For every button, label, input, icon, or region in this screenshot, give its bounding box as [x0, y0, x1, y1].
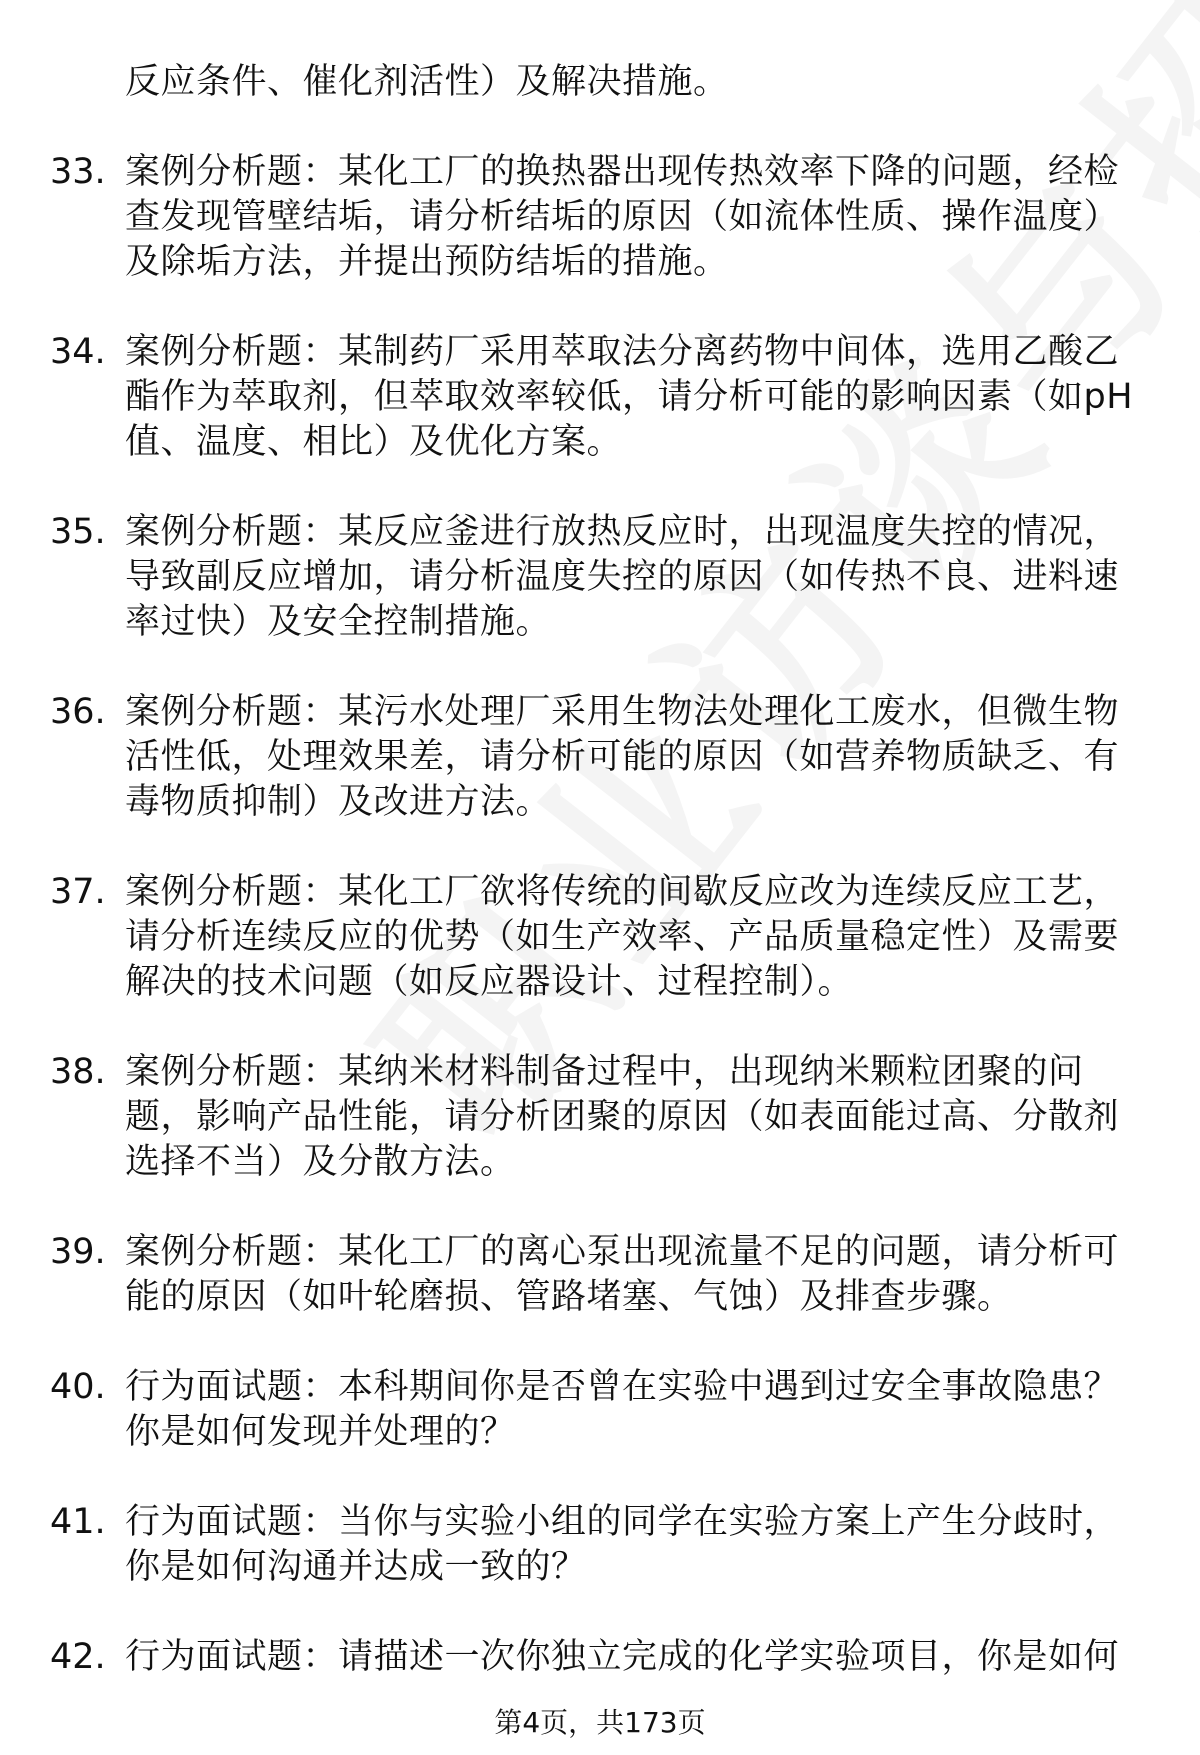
- question-line: 行为面试题：当你与实验小组的同学在实验方案上产生分歧时，: [125, 1502, 1120, 1542]
- question-number: 39.: [50, 1232, 106, 1272]
- question-text: [125, 1635, 1150, 1680]
- question-text: [125, 1500, 1150, 1590]
- question-item: [50, 1365, 1150, 1455]
- question-line: 案例分析题：某化工厂欲将传统的间歇反应改为连续反应工艺，: [125, 872, 1120, 912]
- question-line: 及除垢方法，并提出预防结垢的措施。: [125, 242, 729, 282]
- question-item: [50, 1635, 1150, 1680]
- page-footer: 第4页，共173页: [494, 1706, 706, 1739]
- question-line: 案例分析题：某污水处理厂采用生物法处理化工废水，但微生物: [125, 692, 1120, 732]
- question-item: [50, 330, 1150, 465]
- question-line: 你是如何沟通并达成一致的？: [125, 1547, 587, 1587]
- question-text: [125, 690, 1150, 825]
- question-item: [50, 1050, 1150, 1185]
- question-line: 值、温度、相比）及优化方案。: [125, 422, 623, 462]
- question-line: 酯作为萃取剂，但萃取效率较低，请分析可能的影响因素（如pH: [125, 377, 1134, 417]
- question-line: 能的原因（如叶轮磨损、管路堵塞、气蚀）及排查步骤。: [125, 1277, 1013, 1317]
- question-text: [125, 150, 1150, 285]
- question-line: 行为面试题：请描述一次你独立完成的化学实验项目，你是如何: [125, 1637, 1120, 1677]
- question-item: [50, 510, 1150, 645]
- question-item: [50, 870, 1150, 1005]
- question-item: [50, 150, 1150, 285]
- question-number: 41.: [50, 1502, 106, 1542]
- question-item: [50, 690, 1150, 825]
- question-line: 你是如何发现并处理的？: [125, 1412, 516, 1452]
- question-line: 查发现管壁结垢，请分析结垢的原因（如流体性质、操作温度）: [125, 197, 1120, 237]
- question-line: 解决的技术问题（如反应器设计、过程控制）。: [125, 962, 854, 1002]
- question-line: 题，影响产品性能，请分析团聚的原因（如表面能过高、分散剂: [125, 1097, 1120, 1137]
- question-line: 导致副反应增加，请分析温度失控的原因（如传热不良、进料速: [125, 557, 1120, 597]
- question-number: 33.: [50, 152, 106, 192]
- question-number: 36.: [50, 692, 106, 732]
- question-line: 毒物质抑制）及改进方法。: [125, 782, 552, 822]
- question-line: 请分析连续反应的优势（如生产效率、产品质量稳定性）及需要: [125, 917, 1120, 957]
- question-line: 案例分析题：某化工厂的换热器出现传热效率下降的问题，经检: [125, 152, 1120, 192]
- question-number: 35.: [50, 512, 106, 552]
- question-line: 行为面试题：本科期间你是否曾在实验中遇到过安全事故隐患？: [125, 1367, 1120, 1407]
- question-line: 案例分析题：某制药厂采用萃取法分离药物中间体，选用乙酸乙: [125, 332, 1120, 372]
- question-line: 案例分析题：某反应釜进行放热反应时，出现温度失控的情况，: [125, 512, 1120, 552]
- question-text: [125, 1230, 1150, 1320]
- question-line: 选择不当）及分散方法。: [125, 1142, 516, 1182]
- question-number: 37.: [50, 872, 106, 912]
- question-text: [125, 1365, 1150, 1455]
- question-line: 案例分析题：某纳米材料制备过程中，出现纳米颗粒团聚的问: [125, 1052, 1084, 1092]
- question-number: 42.: [50, 1637, 106, 1677]
- question-text: [125, 510, 1150, 645]
- question-line: 案例分析题：某化工厂的离心泵出现流量不足的问题，请分析可: [125, 1232, 1120, 1272]
- question-number: 40.: [50, 1367, 106, 1407]
- question-text: [125, 1050, 1150, 1185]
- question-number: 34.: [50, 332, 106, 372]
- document-content: [50, 60, 1150, 1680]
- question-text: [125, 870, 1150, 1005]
- question-line: 活性低，处理效果差，请分析可能的原因（如营养物质缺乏、有: [125, 737, 1120, 777]
- question-number: 38.: [50, 1052, 106, 1092]
- question-item: [50, 1500, 1150, 1590]
- question-item: [50, 1230, 1150, 1320]
- question-text: [125, 330, 1150, 465]
- continuation-line: 反应条件、催化剂活性）及解决措施。: [125, 62, 729, 102]
- question-line: 率过快）及安全控制措施。: [125, 602, 552, 642]
